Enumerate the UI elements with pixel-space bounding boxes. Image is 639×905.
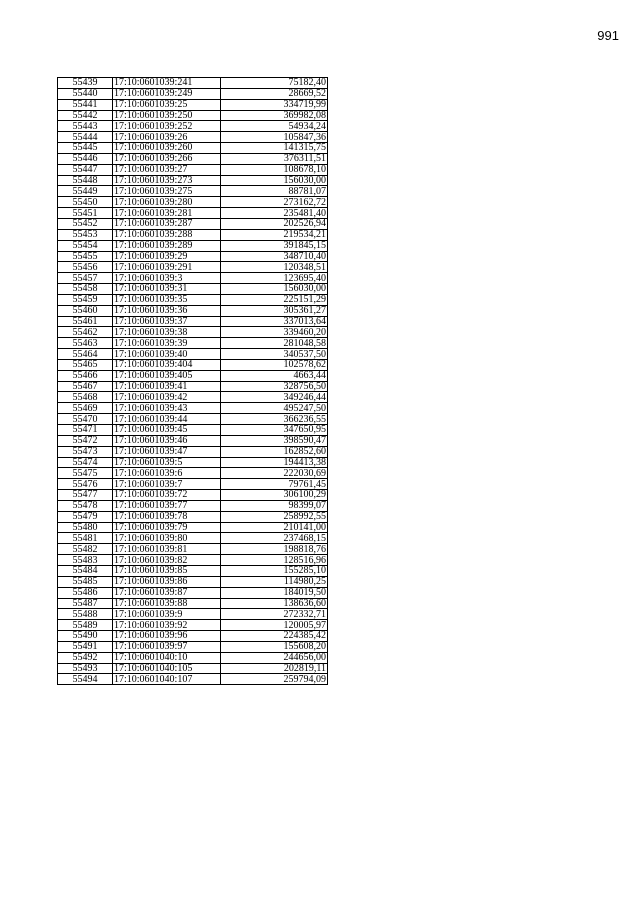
cadastral-number-cell: 17:10:0601039:40 [113,349,221,360]
row-number-cell: 55467 [58,381,113,392]
cadastral-number-cell: 17:10:0601039:47 [113,446,221,457]
value-cell: 210141,00 [221,522,328,533]
table-row [58,359,328,370]
value-cell: 495247,50 [221,403,328,414]
row-number-cell: 55482 [58,544,113,555]
row-number-cell: 55468 [58,392,113,403]
cadastral-number-cell: 17:10:0601039:288 [113,229,221,240]
value-cell: 105847,36 [221,132,328,143]
value-cell: 123695,40 [221,273,328,284]
value-cell: 202819,11 [221,663,328,674]
table-row [58,88,328,99]
table-row [58,349,328,360]
table-row [58,370,328,381]
value-cell: 272332,71 [221,609,328,620]
value-cell: 391845,15 [221,240,328,251]
table-row [58,587,328,598]
table-row [58,284,328,295]
table-row [58,620,328,631]
value-cell: 194413,38 [221,457,328,468]
row-number-cell: 55449 [58,186,113,197]
row-number-cell: 55477 [58,490,113,501]
cadastral-number-cell: 17:10:0601039:36 [113,305,221,316]
cadastral-number-cell: 17:10:0601039:31 [113,284,221,295]
table-row [58,316,328,327]
value-cell: 244656,00 [221,652,328,663]
value-cell: 219534,21 [221,229,328,240]
value-cell: 120348,51 [221,262,328,273]
table-row [58,425,328,436]
table-row [58,121,328,132]
cadastral-number-cell: 17:10:0601039:82 [113,555,221,566]
cadastral-number-cell: 17:10:0601039:88 [113,598,221,609]
row-number-cell: 55475 [58,468,113,479]
value-cell: 224385,42 [221,631,328,642]
value-cell: 237468,15 [221,533,328,544]
value-cell: 114980,25 [221,576,328,587]
row-number-cell: 55486 [58,587,113,598]
cadastral-number-cell: 17:10:0601039:41 [113,381,221,392]
value-cell: 366236,55 [221,414,328,425]
table-row [58,490,328,501]
row-number-cell: 55442 [58,110,113,121]
cadastral-number-cell: 17:10:0601039:38 [113,327,221,338]
row-number-cell: 55456 [58,262,113,273]
row-number-cell: 55473 [58,446,113,457]
value-cell: 98399,07 [221,500,328,511]
value-cell: 340537,50 [221,349,328,360]
value-cell: 337013,64 [221,316,328,327]
cadastral-number-cell: 17:10:0601039:46 [113,435,221,446]
row-number-cell: 55465 [58,359,113,370]
table-row [58,381,328,392]
cadastral-number-cell: 17:10:0601039:42 [113,392,221,403]
cadastral-number-cell: 17:10:0601039:77 [113,500,221,511]
row-number-cell: 55483 [58,555,113,566]
cadastral-number-cell: 17:10:0601039:96 [113,631,221,642]
cadastral-number-cell: 17:10:0601039:35 [113,294,221,305]
value-cell: 141315,75 [221,143,328,154]
row-number-cell: 55451 [58,208,113,219]
page-number: 991 [597,28,619,43]
table-row [58,78,328,89]
row-number-cell: 55488 [58,609,113,620]
cadastral-value-table [57,77,328,685]
value-cell: 28669,52 [221,88,328,99]
row-number-cell: 55471 [58,425,113,436]
cadastral-number-cell: 17:10:0601040:10 [113,652,221,663]
row-number-cell: 55491 [58,641,113,652]
row-number-cell: 55480 [58,522,113,533]
row-number-cell: 55481 [58,533,113,544]
table-row [58,609,328,620]
table-row [58,229,328,240]
table-row [58,414,328,425]
value-cell: 75182,40 [221,78,328,89]
table-row [58,479,328,490]
row-number-cell: 55459 [58,294,113,305]
cadastral-number-cell: 17:10:0601039:291 [113,262,221,273]
value-cell: 156030,00 [221,175,328,186]
value-cell: 376311,51 [221,153,328,164]
cadastral-number-cell: 17:10:0601040:107 [113,674,221,685]
table-row [58,218,328,229]
value-cell: 398590,47 [221,435,328,446]
cadastral-number-cell: 17:10:0601039:45 [113,425,221,436]
row-number-cell: 55441 [58,99,113,110]
row-number-cell: 55445 [58,143,113,154]
row-number-cell: 55452 [58,218,113,229]
cadastral-number-cell: 17:10:0601040:105 [113,663,221,674]
table-row [58,164,328,175]
row-number-cell: 55472 [58,435,113,446]
row-number-cell: 55466 [58,370,113,381]
row-number-cell: 55470 [58,414,113,425]
value-cell: 54934,24 [221,121,328,132]
table-row [58,110,328,121]
cadastral-number-cell: 17:10:0601039:37 [113,316,221,327]
row-number-cell: 55479 [58,511,113,522]
table-row [58,435,328,446]
cadastral-number-cell: 17:10:0601039:3 [113,273,221,284]
cadastral-number-cell: 17:10:0601039:43 [113,403,221,414]
table-row [58,500,328,511]
value-cell: 369982,08 [221,110,328,121]
cadastral-number-cell: 17:10:0601039:26 [113,132,221,143]
cadastral-number-cell: 17:10:0601039:280 [113,197,221,208]
value-cell: 156030,00 [221,284,328,295]
cadastral-number-cell: 17:10:0601039:241 [113,78,221,89]
table-row [58,251,328,262]
table-row [58,338,328,349]
table-row [58,294,328,305]
value-cell: 306100,29 [221,490,328,501]
cadastral-number-cell: 17:10:0601039:86 [113,576,221,587]
table-row [58,522,328,533]
value-cell: 162852,60 [221,446,328,457]
table-row [58,631,328,642]
value-cell: 198818,76 [221,544,328,555]
cadastral-number-cell: 17:10:0601039:275 [113,186,221,197]
table-row [58,544,328,555]
cadastral-number-cell: 17:10:0601039:252 [113,121,221,132]
value-cell: 88781,07 [221,186,328,197]
row-number-cell: 55455 [58,251,113,262]
cadastral-number-cell: 17:10:0601039:29 [113,251,221,262]
cadastral-number-cell: 17:10:0601039:27 [113,164,221,175]
table-row [58,143,328,154]
table-row [58,208,328,219]
table-row [58,555,328,566]
cadastral-number-cell: 17:10:0601039:289 [113,240,221,251]
row-number-cell: 55474 [58,457,113,468]
table-row [58,132,328,143]
table-row [58,511,328,522]
value-cell: 120005,97 [221,620,328,631]
value-cell: 155285,10 [221,565,328,576]
table-row [58,576,328,587]
table-row [58,175,328,186]
row-number-cell: 55484 [58,565,113,576]
row-number-cell: 55478 [58,500,113,511]
cadastral-number-cell: 17:10:0601039:266 [113,153,221,164]
cadastral-number-cell: 17:10:0601039:405 [113,370,221,381]
table-row [58,262,328,273]
row-number-cell: 55457 [58,273,113,284]
cadastral-number-cell: 17:10:0601039:79 [113,522,221,533]
row-number-cell: 55490 [58,631,113,642]
row-number-cell: 55439 [58,78,113,89]
value-cell: 102578,62 [221,359,328,370]
row-number-cell: 55489 [58,620,113,631]
cadastral-number-cell: 17:10:0601039:250 [113,110,221,121]
table-row [58,197,328,208]
row-number-cell: 55440 [58,88,113,99]
row-number-cell: 55448 [58,175,113,186]
table-row [58,598,328,609]
value-cell: 281048,58 [221,338,328,349]
cadastral-number-cell: 17:10:0601039:92 [113,620,221,631]
value-cell: 348710,40 [221,251,328,262]
cadastral-number-cell: 17:10:0601039:97 [113,641,221,652]
value-cell: 202526,94 [221,218,328,229]
cadastral-number-cell: 17:10:0601039:25 [113,99,221,110]
table-row [58,273,328,284]
table-row [58,663,328,674]
table-row [58,305,328,316]
table-row [58,641,328,652]
cadastral-number-cell: 17:10:0601039:260 [113,143,221,154]
table-row [58,457,328,468]
row-number-cell: 55494 [58,674,113,685]
cadastral-number-cell: 17:10:0601039:9 [113,609,221,620]
row-number-cell: 55462 [58,327,113,338]
cadastral-number-cell: 17:10:0601039:78 [113,511,221,522]
row-number-cell: 55454 [58,240,113,251]
cadastral-number-cell: 17:10:0601039:80 [113,533,221,544]
value-cell: 305361,27 [221,305,328,316]
value-cell: 328756,50 [221,381,328,392]
value-cell: 259794,09 [221,674,328,685]
cadastral-number-cell: 17:10:0601039:404 [113,359,221,370]
cadastral-number-cell: 17:10:0601039:39 [113,338,221,349]
table-row [58,468,328,479]
table-row [58,392,328,403]
value-cell: 108678,10 [221,164,328,175]
table-row [58,327,328,338]
cadastral-number-cell: 17:10:0601039:87 [113,587,221,598]
table-body [58,78,328,685]
table-row [58,446,328,457]
cadastral-number-cell: 17:10:0601039:273 [113,175,221,186]
cadastral-number-cell: 17:10:0601039:44 [113,414,221,425]
cadastral-number-cell: 17:10:0601039:6 [113,468,221,479]
row-number-cell: 55461 [58,316,113,327]
value-cell: 79761,45 [221,479,328,490]
table-row [58,186,328,197]
row-number-cell: 55450 [58,197,113,208]
row-number-cell: 55444 [58,132,113,143]
value-cell: 128516,96 [221,555,328,566]
table-row [58,533,328,544]
row-number-cell: 55453 [58,229,113,240]
value-cell: 225151,29 [221,294,328,305]
value-cell: 184019,50 [221,587,328,598]
table-row [58,99,328,110]
row-number-cell: 55485 [58,576,113,587]
cadastral-number-cell: 17:10:0601039:287 [113,218,221,229]
value-cell: 347650,95 [221,425,328,436]
value-cell: 235481,40 [221,208,328,219]
cadastral-number-cell: 17:10:0601039:5 [113,457,221,468]
table-row [58,652,328,663]
table-row [58,674,328,685]
row-number-cell: 55464 [58,349,113,360]
value-cell: 258992,55 [221,511,328,522]
table-row [58,153,328,164]
table-row [58,565,328,576]
row-number-cell: 55460 [58,305,113,316]
cadastral-number-cell: 17:10:0601039:7 [113,479,221,490]
row-number-cell: 55447 [58,164,113,175]
cadastral-number-cell: 17:10:0601039:72 [113,490,221,501]
row-number-cell: 55492 [58,652,113,663]
value-cell: 339460,20 [221,327,328,338]
row-number-cell: 55487 [58,598,113,609]
cadastral-number-cell: 17:10:0601039:81 [113,544,221,555]
value-cell: 349246,44 [221,392,328,403]
value-cell: 273162,72 [221,197,328,208]
row-number-cell: 55443 [58,121,113,132]
row-number-cell: 55458 [58,284,113,295]
cadastral-number-cell: 17:10:0601039:281 [113,208,221,219]
row-number-cell: 55469 [58,403,113,414]
row-number-cell: 55493 [58,663,113,674]
value-cell: 222030,69 [221,468,328,479]
row-number-cell: 55463 [58,338,113,349]
value-cell: 334719,99 [221,99,328,110]
cadastral-number-cell: 17:10:0601039:85 [113,565,221,576]
value-cell: 138636,60 [221,598,328,609]
value-cell: 4663,44 [221,370,328,381]
table-row [58,240,328,251]
table-row [58,403,328,414]
cadastral-number-cell: 17:10:0601039:249 [113,88,221,99]
row-number-cell: 55446 [58,153,113,164]
value-cell: 155608,20 [221,641,328,652]
row-number-cell: 55476 [58,479,113,490]
